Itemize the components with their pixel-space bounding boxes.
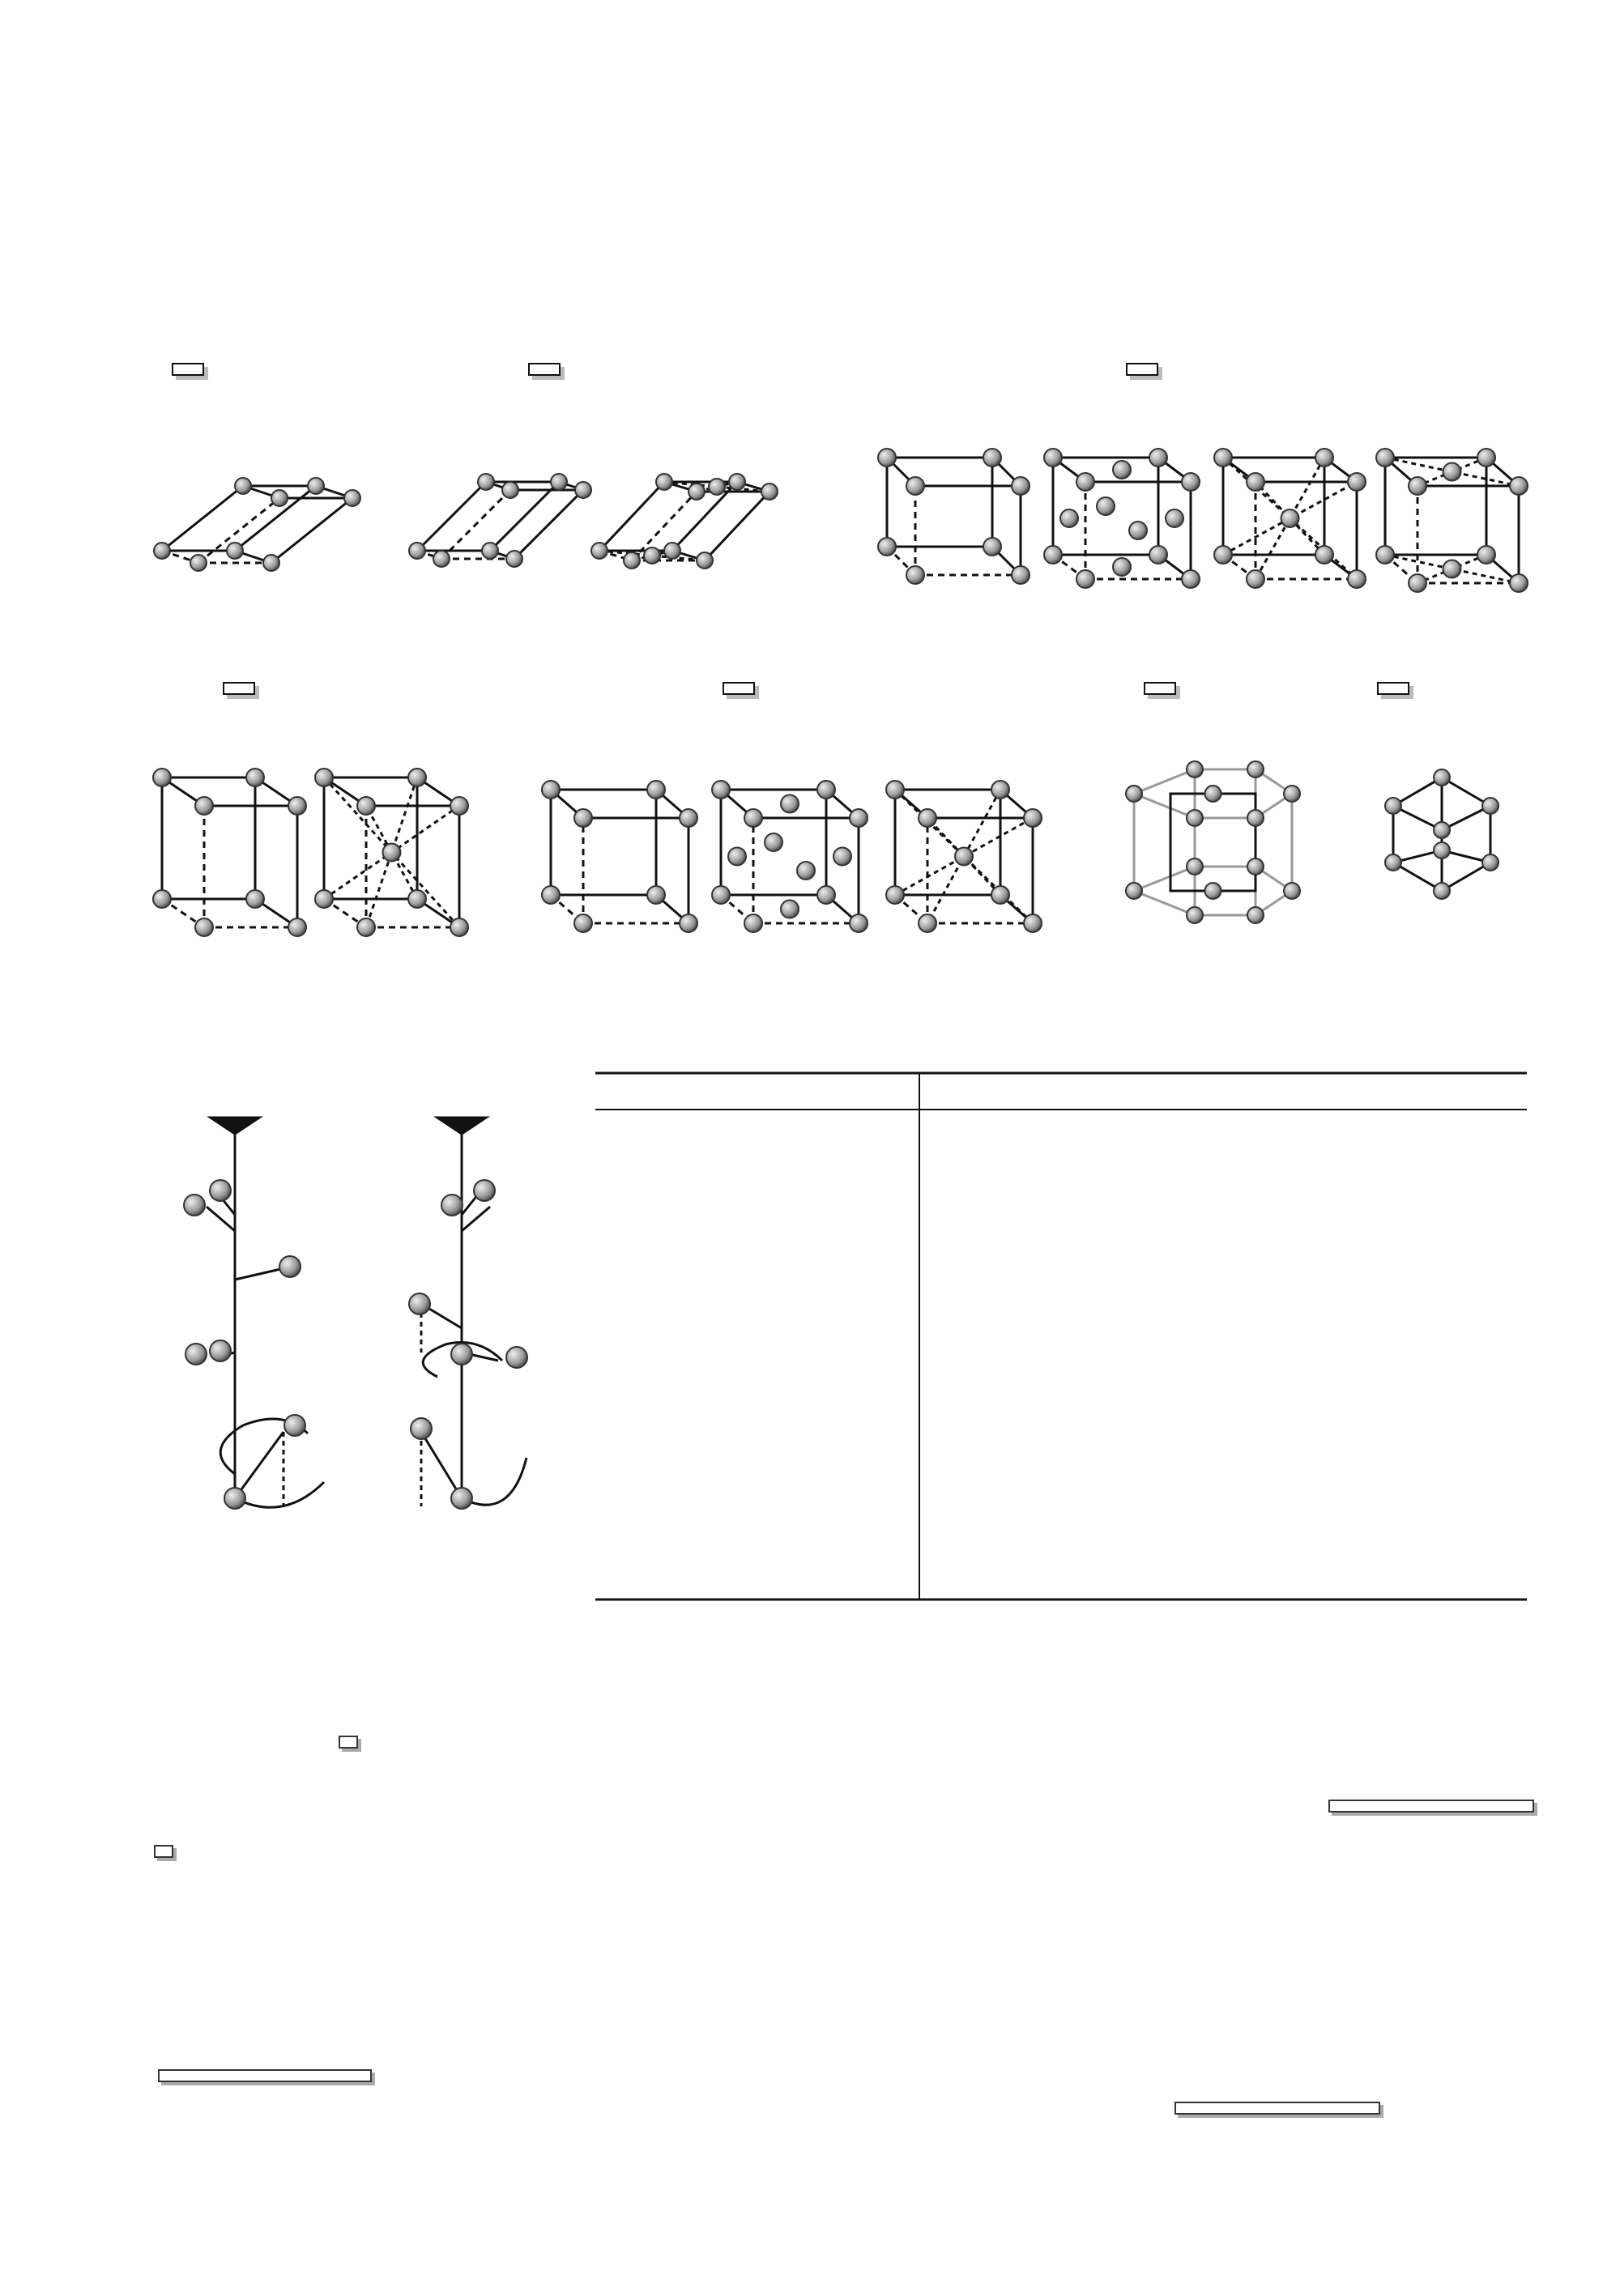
lattice-point — [450, 918, 468, 936]
lattice-edge — [417, 482, 486, 551]
lattice-point — [1076, 473, 1094, 491]
lattice-point — [1385, 854, 1401, 871]
lattice-point — [574, 914, 592, 932]
lattice-point — [886, 886, 904, 904]
lattice-point — [624, 552, 640, 569]
lattice-point — [1182, 473, 1200, 491]
lattice-point — [1284, 883, 1300, 899]
lattice-point — [1187, 907, 1203, 923]
lattice-point — [1315, 546, 1333, 564]
lattice-point — [408, 890, 426, 908]
lattice-point — [1315, 449, 1333, 466]
lattice-point — [712, 886, 730, 904]
lattice-point — [1477, 449, 1495, 466]
lattice-point — [450, 797, 468, 815]
callout-screw — [1174, 2102, 1380, 2115]
lattice-point — [1247, 907, 1264, 923]
lattice-point — [744, 809, 762, 827]
lattice-point — [1149, 449, 1167, 466]
lattice-point — [1434, 769, 1450, 786]
hex-edge — [1134, 891, 1195, 915]
lattice-point — [227, 543, 243, 559]
lattice-point — [1443, 560, 1461, 578]
lattice-point — [478, 474, 494, 490]
lattice-point — [542, 886, 560, 904]
callout-representative — [154, 1845, 173, 1858]
lattice-point — [1214, 449, 1232, 466]
lattice-point — [1434, 822, 1450, 838]
lattice-edge — [162, 486, 243, 551]
lattice-point — [1477, 546, 1495, 564]
lattice-point — [1376, 546, 1394, 564]
table-rules — [595, 1061, 1527, 1628]
hex-unit-cell — [1170, 794, 1256, 891]
lattice-point — [886, 781, 904, 799]
lattice-edge — [271, 498, 352, 563]
lattice-point — [644, 547, 660, 564]
lattice-point — [991, 886, 1009, 904]
lattice-point — [1214, 546, 1232, 564]
lattice-point — [1149, 546, 1167, 564]
lattice-point — [506, 551, 522, 567]
lattice-point — [235, 478, 251, 494]
lattice-point — [1024, 809, 1042, 827]
lattice-point — [919, 809, 936, 827]
lattice-point — [656, 474, 672, 490]
lattice-edge — [441, 490, 510, 559]
lattice-point — [781, 901, 799, 918]
lattice-point — [647, 781, 665, 799]
lattice-point — [482, 543, 498, 559]
lattice-point — [1044, 449, 1062, 466]
lattice-point — [1012, 477, 1030, 495]
lattice-edge — [599, 482, 664, 551]
lattice-point — [955, 848, 973, 866]
lattice-point — [246, 890, 264, 908]
lattice-point — [850, 914, 868, 932]
lattice-point — [1434, 883, 1450, 899]
lattice-point — [1409, 477, 1426, 495]
lattice-point — [1166, 509, 1183, 527]
lattice-point — [433, 551, 450, 567]
lattice-point — [1510, 574, 1528, 592]
lattice-point — [983, 538, 1001, 556]
lattice-point — [1205, 786, 1221, 802]
lattice-point — [1247, 473, 1264, 491]
lattice-point — [765, 833, 782, 851]
lattice-point — [817, 781, 835, 799]
lattice-edge — [490, 482, 559, 551]
lattice-point — [315, 769, 333, 786]
lattice-point — [288, 918, 306, 936]
lattice-point — [1281, 509, 1299, 527]
lattice-point — [542, 781, 560, 799]
lattice-point — [781, 795, 799, 813]
lattice-point — [647, 886, 665, 904]
lattice-point — [1434, 842, 1450, 858]
bravais-lattice-figures — [0, 0, 1620, 972]
lattice-point — [315, 890, 333, 908]
pnma-diagrams — [122, 1717, 1580, 2219]
lattice-point — [680, 809, 697, 827]
lattice-point — [551, 474, 567, 490]
lattice-point — [878, 538, 896, 556]
lattice-point — [308, 478, 324, 494]
lattice-edge — [705, 492, 770, 560]
lattice-point — [408, 769, 426, 786]
lattice-point — [1247, 570, 1264, 588]
lattice-point — [1097, 497, 1115, 515]
lattice-point — [1409, 574, 1426, 592]
lattice-point — [1348, 570, 1366, 588]
lattice-point — [729, 474, 745, 490]
lattice-point — [1385, 798, 1401, 814]
lattice-point — [688, 483, 705, 500]
lattice-point — [1126, 883, 1142, 899]
lattice-point — [153, 890, 171, 908]
hex-edge — [1134, 769, 1195, 794]
hex-edge — [1134, 794, 1195, 818]
lattice-point — [357, 797, 375, 815]
callout-half-height — [158, 2069, 372, 2082]
lattice-point — [271, 490, 288, 506]
lattice-point — [502, 482, 518, 498]
lattice-point — [154, 543, 170, 559]
lattice-point — [1348, 473, 1366, 491]
lattice-point — [1024, 914, 1042, 932]
lattice-point — [1187, 810, 1203, 826]
hex-edge — [1134, 867, 1195, 891]
lattice-point — [1187, 761, 1203, 777]
lattice-point — [991, 781, 1009, 799]
lattice-point — [574, 809, 592, 827]
lattice-point — [1510, 477, 1528, 495]
lattice-point — [246, 769, 264, 786]
lattice-point — [817, 886, 835, 904]
lattice-point — [919, 914, 936, 932]
lattice-point — [1012, 566, 1030, 584]
lattice-point — [761, 483, 778, 500]
lattice-edge — [514, 490, 583, 559]
lattice-point — [1113, 461, 1131, 479]
lattice-point — [1376, 449, 1394, 466]
lattice-point — [1129, 522, 1147, 539]
lattice-point — [744, 914, 762, 932]
lattice-point — [190, 555, 207, 571]
lattice-point — [1284, 786, 1300, 802]
lattice-point — [575, 482, 591, 498]
callout-glide — [1328, 1800, 1534, 1813]
lattice-point — [1247, 858, 1264, 875]
lattice-point — [1060, 509, 1078, 527]
lattice-point — [153, 769, 171, 786]
lattice-point — [195, 918, 213, 936]
lattice-point — [195, 797, 213, 815]
lattice-point — [983, 449, 1001, 466]
lattice-point — [288, 797, 306, 815]
lattice-point — [409, 543, 425, 559]
lattice-point — [697, 552, 713, 569]
lattice-point — [1182, 570, 1200, 588]
lattice-point — [906, 566, 924, 584]
callout-inversion — [339, 1736, 358, 1749]
lattice-point — [680, 914, 697, 932]
lattice-point — [906, 477, 924, 495]
lattice-point — [591, 543, 608, 559]
lattice-point — [797, 862, 815, 880]
lattice-point — [1205, 883, 1221, 899]
lattice-point — [383, 844, 401, 862]
lattice-point — [1482, 854, 1498, 871]
lattice-point — [344, 490, 360, 506]
lattice-point — [833, 848, 851, 866]
lattice-point — [1044, 546, 1062, 564]
lattice-point — [664, 543, 680, 559]
lattice-point — [357, 918, 375, 936]
lattice-point — [1187, 858, 1203, 875]
lattice-point — [263, 555, 279, 571]
lattice-point — [1126, 786, 1142, 802]
lattice-point — [1247, 761, 1264, 777]
lattice-point — [850, 809, 868, 827]
lattice-point — [1247, 810, 1264, 826]
lattice-point — [1113, 558, 1131, 576]
lattice-point — [712, 781, 730, 799]
lattice-point — [1482, 798, 1498, 814]
lattice-point — [878, 449, 896, 466]
lattice-point — [1443, 463, 1461, 481]
lattice-point — [1076, 570, 1094, 588]
lattice-point — [709, 479, 725, 495]
lattice-point — [728, 848, 746, 866]
